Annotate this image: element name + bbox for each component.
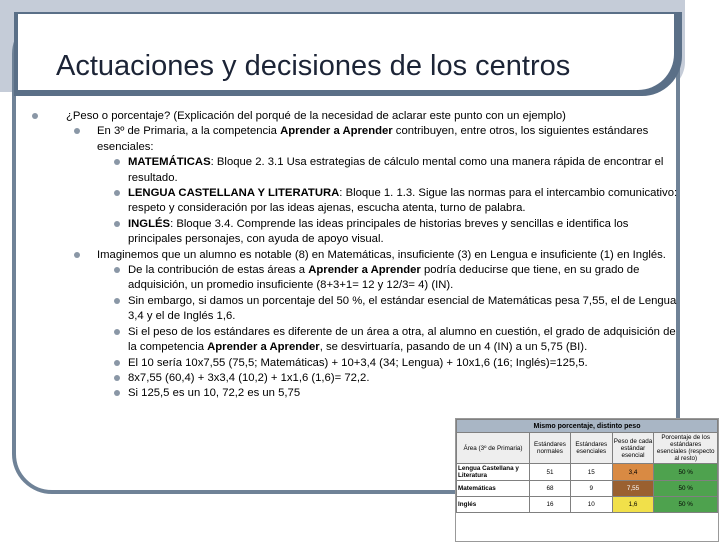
bold-text: Aprender a Aprender <box>308 264 421 277</box>
normales-cell: 16 <box>530 497 571 513</box>
text: , se desvirtuaría, pasando de un 4 (IN) a un 5,75 (BI). <box>319 341 588 354</box>
list-item <box>36 386 678 401</box>
bullet-dot <box>114 221 120 227</box>
esenciales-cell: 15 <box>570 464 612 481</box>
bold-text: Aprender a Aprender <box>207 341 320 354</box>
bullet-dot <box>114 267 120 273</box>
bullet-dot <box>114 298 120 304</box>
esenciales-cell: 9 <box>570 481 612 497</box>
text: : Bloque 3.4. Comprende las ideas principales de historias breves y sencillas e identifica los principales personajes, con ayuda de apoyo visual. <box>128 217 629 246</box>
text: En 3º de Primaria, a la competencia <box>97 125 281 138</box>
text: : Bloque 2. 3.1 Usa estrategias de cálculo mental como una manera rápida de encontrar el resultado. <box>128 156 664 184</box>
table-row <box>457 481 718 497</box>
bullet-list <box>36 109 678 402</box>
list-item <box>36 155 678 186</box>
bullet-dot <box>114 329 120 335</box>
text: ¿Peso o porcentaje? (Explicación del porqué de la necesidad de aclarar este punto con un ejemplo) <box>66 110 566 122</box>
normales-cell: 68 <box>530 481 571 497</box>
bullet-dot <box>74 128 80 134</box>
bullet-dot <box>114 190 120 196</box>
porcentaje-cell: 50 % <box>654 464 718 481</box>
list-item <box>36 325 678 356</box>
area-cell: Inglés <box>457 497 530 513</box>
area-cell: Lengua Castellana y Literatura <box>457 464 530 481</box>
list-item <box>36 109 678 124</box>
text: De la contribución de estas áreas a <box>128 264 309 277</box>
list-item <box>36 124 678 155</box>
text: 8x7,55 (60,4) + 3x3,4 (10,2) + 1x1,6 (1,6)= 72,2. <box>128 371 370 384</box>
bullet-dot <box>114 159 120 165</box>
text: El 10 sería 10x7,55 (75,5; Matemáticas) + 10+3,4 (34; Lengua) + 10x1,6 (16; Inglés)=125,5. <box>128 356 588 369</box>
list-item <box>36 263 678 294</box>
list-item <box>36 371 678 386</box>
normales-cell: 51 <box>530 464 571 481</box>
bullet-dot <box>114 360 120 366</box>
header-porcentaje: Porcentaje de los estándares esenciales (respecto al resto) <box>654 433 718 464</box>
text: Imaginemos que un alumno es notable (8) en Matemáticas, insuficiente (3) en Lengua e insuficiente (1) en Inglés. <box>97 248 666 261</box>
list-item <box>36 294 678 325</box>
peso-cell: 3,4 <box>612 464 654 481</box>
esenciales-cell: 10 <box>570 497 612 513</box>
peso-cell: 7,55 <box>612 481 654 497</box>
weight-table <box>455 418 719 542</box>
list-item <box>36 248 678 263</box>
bold-text: MATEMÁTICAS <box>128 156 211 169</box>
bullet-dot <box>74 252 80 258</box>
list-item <box>36 186 678 217</box>
header-peso: Peso de cada estándar esencial <box>612 433 654 464</box>
text: Sin embargo, si damos un porcentaje del 50 %, el estándar esencial de Matemáticas pesa 7,55, el de Lengua 3,4 y el de Inglés 1,6. <box>128 294 677 323</box>
text: Si 125,5 es un 10, 72,2 es un 5,75 <box>128 387 301 400</box>
bullet-dot <box>114 375 120 381</box>
page-title: Actuaciones y decisiones de los centros <box>56 50 571 82</box>
porcentaje-cell: 50 % <box>654 481 718 497</box>
list-item <box>36 217 678 248</box>
text: contribuyen, entre otros, los siguientes estándares esenciales: <box>97 125 649 153</box>
text: podría deducirse que tiene, en su grado de adquisición, un promedio insuficiente (8+3+1= 12 y 12/3= 4) (IN). <box>128 264 640 292</box>
bullet-dot <box>114 390 120 396</box>
table-row <box>457 497 718 513</box>
table-title: Mismo porcentaje, distinto peso <box>457 420 718 433</box>
area-cell: Matemáticas <box>457 481 530 497</box>
bold-text: LENGUA CASTELLANA Y LITERATURA <box>128 187 340 200</box>
table-row <box>457 464 718 481</box>
porcentaje-cell: 50 % <box>654 497 718 513</box>
header-normales: Estándares normales <box>530 433 571 464</box>
bold-text: Aprender a Aprender <box>280 125 393 138</box>
bold-text: INGLÉS <box>128 217 171 230</box>
text: Si el peso de los estándares es diferente de un área a otra, al alumno en cuestión, el grado de adquisición de la competencia <box>128 325 676 354</box>
list-item <box>36 356 678 371</box>
bullet-dot <box>32 113 38 119</box>
header-area: Área (3º de Primaria) <box>457 433 530 464</box>
text: : Bloque 1. 1.3. Sigue las normas para el intercambio comunicativo: respeto y consideración por las ideas ajenas, escucha atenta, turno de palabra. <box>128 187 678 215</box>
peso-cell: 1,6 <box>612 497 654 513</box>
header-esenciales: Estándares esenciales <box>570 433 612 464</box>
